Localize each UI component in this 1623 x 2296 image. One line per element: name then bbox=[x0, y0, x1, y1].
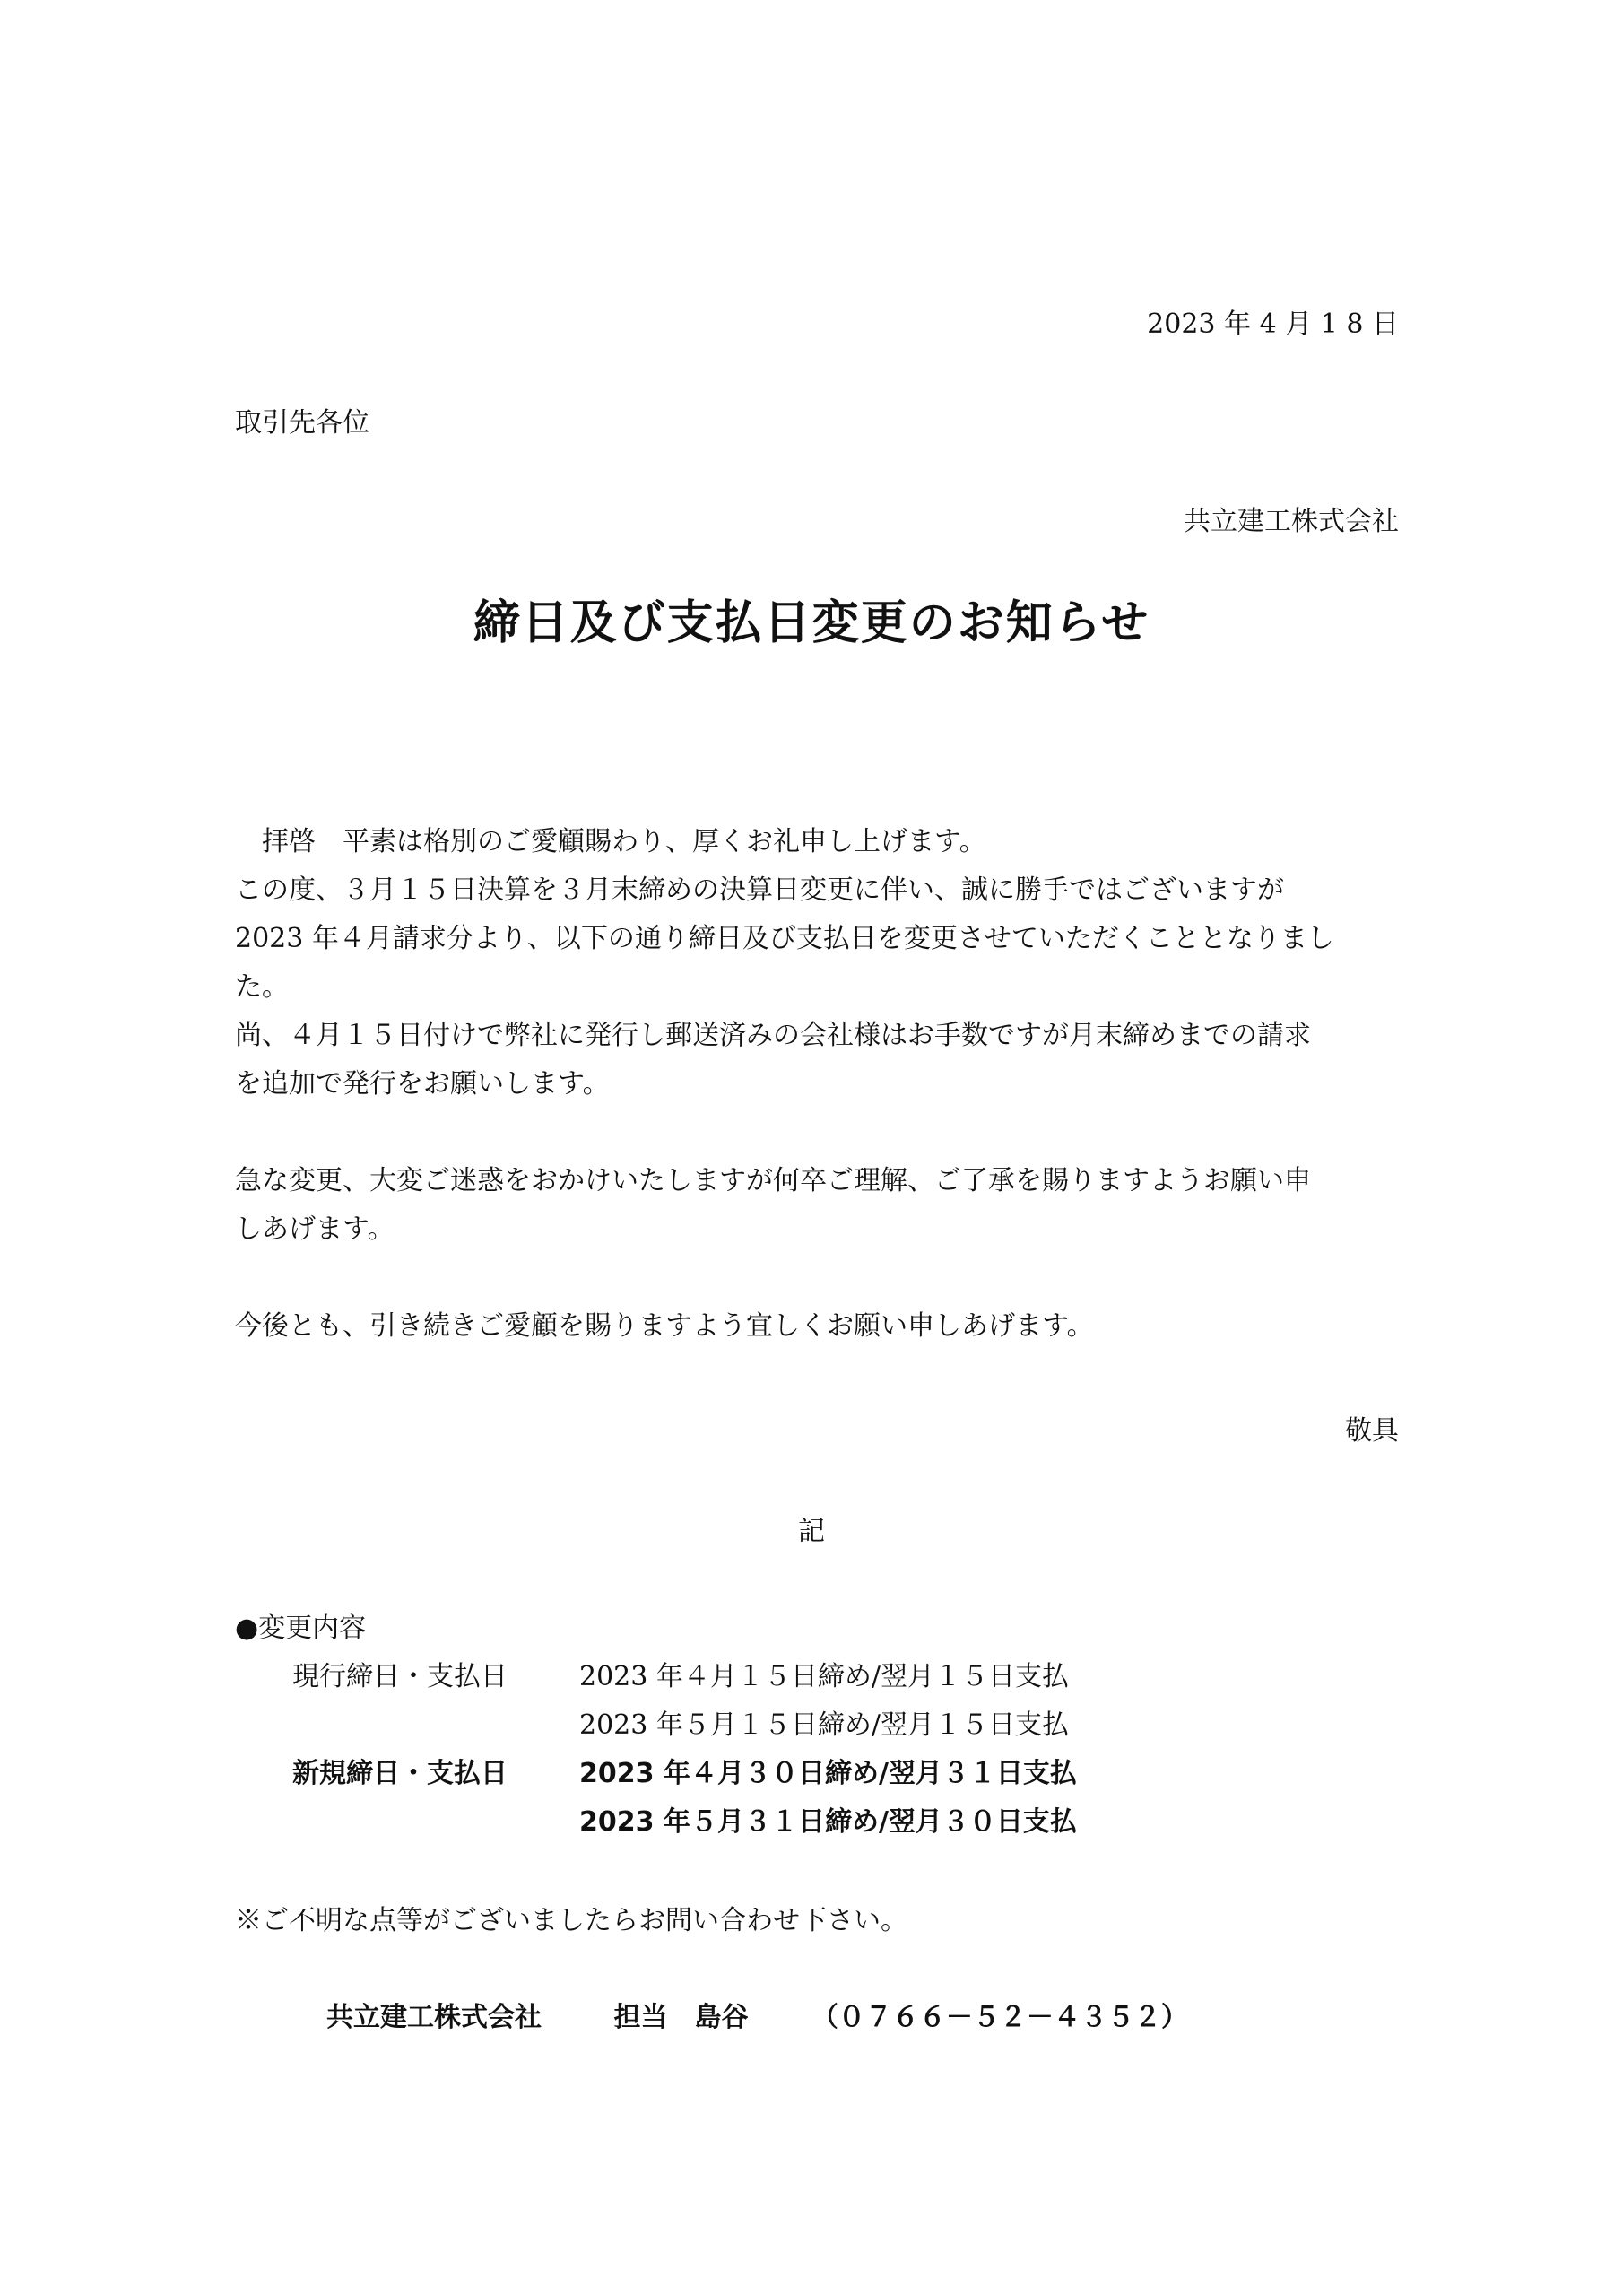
recipient: 取引先各位 bbox=[235, 407, 369, 439]
new-value: 2023 年４月３０日締め/翌月３１日支払 bbox=[579, 1758, 1077, 1789]
contact-phone: （０７６６－５２－４３５２） bbox=[811, 2002, 1188, 2033]
body-line: を追加で発行をお願いします。 bbox=[235, 1068, 610, 1100]
body-line: 今後とも、引き続きご愛顧を賜りますよう宜しくお願い申しあげます。 bbox=[235, 1310, 1094, 1342]
contact-person: 担当 島谷 bbox=[613, 2002, 749, 2033]
body-line: 尚、４月１５日付けで弊社に発行し郵送済みの会社様はお手数ですが月末締めまでの請求 bbox=[235, 1020, 1311, 1051]
body-line: しあげます。 bbox=[235, 1213, 395, 1245]
contact-line bbox=[326, 1995, 1188, 2034]
current-value: 2023 年５月１５日締め/翌月１５日支払 bbox=[579, 1709, 1069, 1741]
inquiry-note: ※ご不明な点等がございましたらお問い合わせ下さい。 bbox=[235, 1905, 907, 1936]
ki-heading: 記 bbox=[798, 1516, 825, 1547]
paragraph-gap bbox=[235, 1109, 1401, 1157]
body-line: 2023 年４月請求分より、以下の通り締日及び支払日を変更させていただくこととなりまし bbox=[235, 923, 1334, 954]
contact-company: 共立建工株式会社 bbox=[326, 2002, 542, 2033]
letter-body bbox=[235, 818, 1401, 1351]
page-title: 締日及び支払日変更のお知らせ bbox=[473, 596, 1150, 650]
current-value: 2023 年４月１５日締め/翌月１５日支払 bbox=[579, 1661, 1069, 1692]
changes-heading: ●変更内容 bbox=[235, 1613, 367, 1644]
sender-company: 共立建工株式会社 bbox=[1184, 506, 1399, 537]
closing-keigu: 敬具 bbox=[1345, 1415, 1399, 1447]
letter-date: 2023 年 4 月 1 8 日 bbox=[1147, 309, 1399, 340]
current-label: 現行締日・支払日 bbox=[292, 1661, 508, 1692]
paragraph-gap bbox=[235, 1254, 1401, 1302]
body-line: 拝啓 平素は格別のご愛顧賜わり、厚くお礼申し上げます。 bbox=[235, 826, 986, 857]
body-line: 急な変更、大変ご迷惑をおかけいたしますが何卒ご理解、ご了承を賜りますようお願い申 bbox=[235, 1165, 1311, 1196]
body-line: この度、３月１５日決算を３月末締めの決算日変更に伴い、誠に勝手ではございますが bbox=[235, 874, 1284, 906]
body-line: た。 bbox=[235, 971, 289, 1003]
new-label: 新規締日・支払日 bbox=[292, 1758, 508, 1789]
new-value: 2023 年５月３１日締め/翌月３０日支払 bbox=[579, 1806, 1077, 1838]
